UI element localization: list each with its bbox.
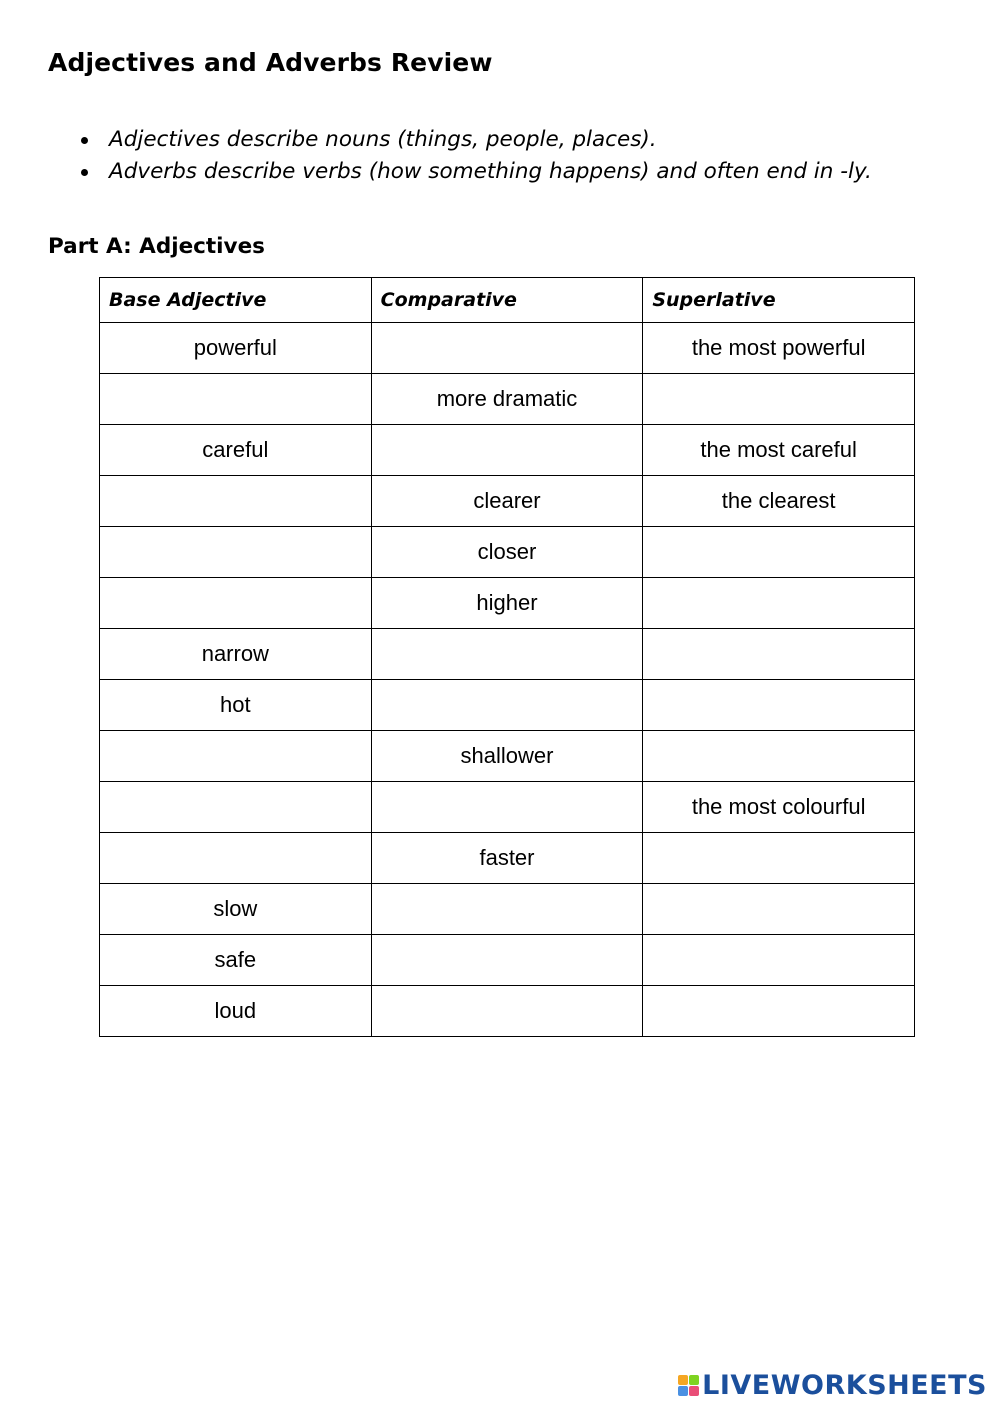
superlative-cell: the clearest [643, 476, 915, 527]
table-header-row [100, 278, 915, 323]
comparative-cell[interactable] [371, 935, 643, 986]
base-adjective-cell[interactable] [100, 782, 372, 833]
logo-mark-icon [678, 1375, 699, 1396]
superlative-cell[interactable] [643, 680, 915, 731]
bullet-dot-icon [81, 137, 88, 144]
table-row [100, 323, 915, 374]
base-adjective-cell: loud [100, 986, 372, 1037]
comparative-cell[interactable] [371, 680, 643, 731]
comparative-cell: closer [371, 527, 643, 578]
comparative-cell[interactable] [371, 323, 643, 374]
liveworksheets-logo [678, 1370, 987, 1401]
comparative-cell[interactable] [371, 782, 643, 833]
bullet-item [78, 124, 872, 156]
superlative-cell[interactable] [643, 986, 915, 1037]
bullet-list [78, 124, 872, 188]
superlative-cell[interactable] [643, 527, 915, 578]
logo-square [689, 1386, 699, 1396]
base-adjective-cell[interactable] [100, 476, 372, 527]
superlative-cell[interactable] [643, 374, 915, 425]
superlative-cell[interactable] [643, 629, 915, 680]
superlative-cell: the most careful [643, 425, 915, 476]
base-adjective-cell: narrow [100, 629, 372, 680]
table-row [100, 425, 915, 476]
base-adjective-cell: powerful [100, 323, 372, 374]
bullet-text: Adjectives describe nouns (things, people, places). [109, 127, 657, 152]
table-row [100, 527, 915, 578]
comparative-cell: shallower [371, 731, 643, 782]
superlative-cell[interactable] [643, 578, 915, 629]
base-adjective-cell: slow [100, 884, 372, 935]
comparative-cell: more dramatic [371, 374, 643, 425]
header-base-adjective: Base Adjective [100, 278, 372, 323]
superlative-cell[interactable] [643, 833, 915, 884]
table-row [100, 833, 915, 884]
table-row [100, 476, 915, 527]
logo-square [678, 1375, 688, 1385]
logo-square [678, 1386, 688, 1396]
base-adjective-cell[interactable] [100, 731, 372, 782]
table-row [100, 578, 915, 629]
header-comparative: Comparative [371, 278, 643, 323]
header-superlative: Superlative [643, 278, 915, 323]
table-row [100, 374, 915, 425]
comparative-cell[interactable] [371, 629, 643, 680]
comparative-cell: faster [371, 833, 643, 884]
base-adjective-cell[interactable] [100, 833, 372, 884]
logo-square [689, 1375, 699, 1385]
table-row [100, 986, 915, 1037]
logo-text: LIVEWORKSHEETS [702, 1370, 987, 1401]
table-row [100, 782, 915, 833]
table-row [100, 680, 915, 731]
base-adjective-cell: hot [100, 680, 372, 731]
superlative-cell[interactable] [643, 884, 915, 935]
comparative-cell: clearer [371, 476, 643, 527]
base-adjective-cell: careful [100, 425, 372, 476]
base-adjective-cell[interactable] [100, 374, 372, 425]
table-row [100, 629, 915, 680]
comparative-cell: higher [371, 578, 643, 629]
superlative-cell[interactable] [643, 935, 915, 986]
bullet-text: Adverbs describe verbs (how something happens) and often end in -ly. [109, 159, 872, 184]
superlative-cell[interactable] [643, 731, 915, 782]
comparative-cell[interactable] [371, 986, 643, 1037]
table-row [100, 884, 915, 935]
comparative-cell[interactable] [371, 425, 643, 476]
base-adjective-cell[interactable] [100, 527, 372, 578]
base-adjective-cell[interactable] [100, 578, 372, 629]
base-adjective-cell: safe [100, 935, 372, 986]
bullet-dot-icon [81, 169, 88, 176]
bullet-item [78, 156, 872, 188]
section-title: Part A: Adjectives [48, 234, 265, 259]
superlative-cell: the most powerful [643, 323, 915, 374]
comparative-cell[interactable] [371, 884, 643, 935]
adjectives-table [99, 277, 915, 1037]
page-title: Adjectives and Adverbs Review [48, 48, 493, 77]
superlative-cell: the most colourful [643, 782, 915, 833]
table-row [100, 935, 915, 986]
table-row [100, 731, 915, 782]
